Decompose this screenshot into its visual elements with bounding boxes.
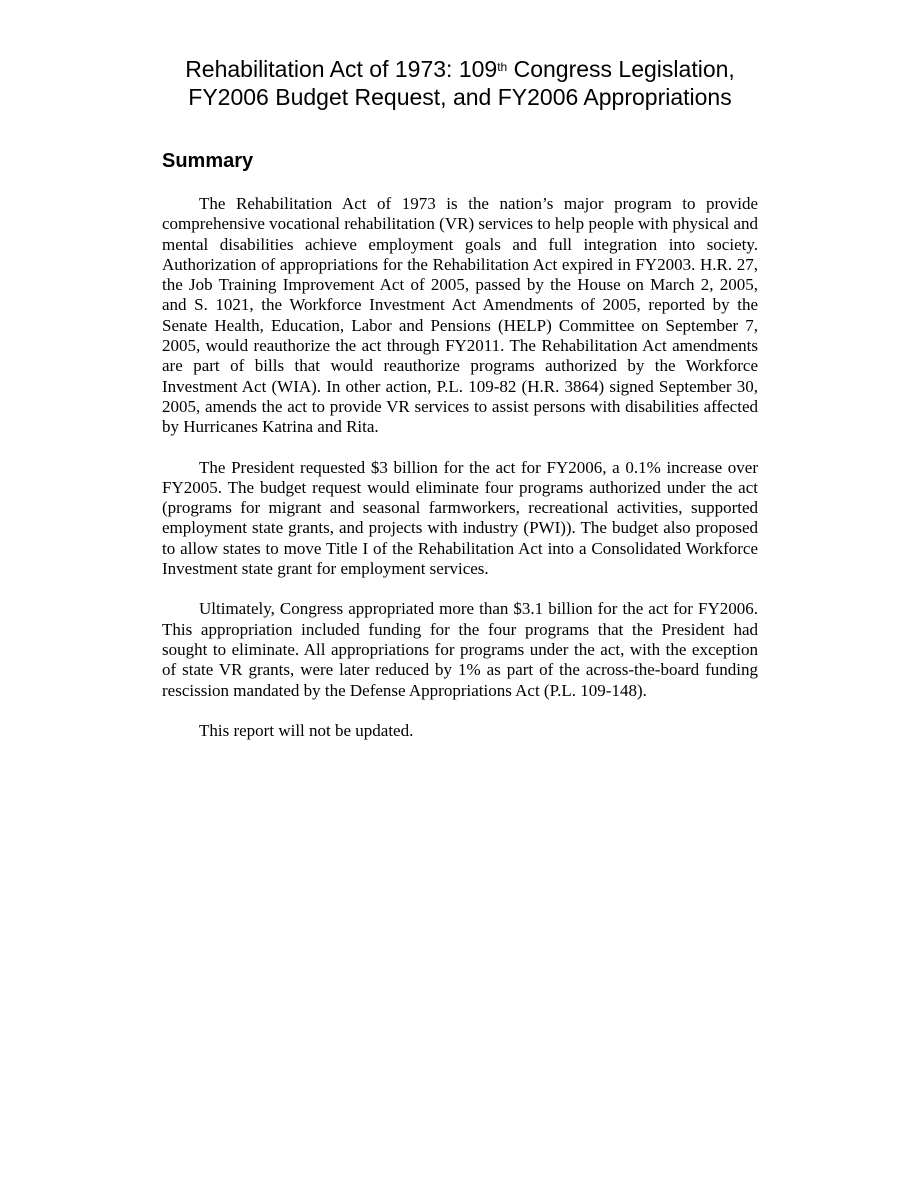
title-line-1-suffix: Congress Legislation, [507, 56, 735, 82]
summary-paragraph-3: Ultimately, Congress appropriated more than $3.1 billion for the act for FY2006. This appropriation included funding for the four programs that the President had sought to eliminate. All appropriations for programs under the act, with the exception of state VR grants, were later reduced by 1% as part of the across-the-board funding rescission mandated by the Defense Appropriations Act (P.L. 109-148). [162, 599, 758, 700]
summary-heading: Summary [162, 150, 254, 172]
title-line-1 [185, 56, 735, 82]
summary-paragraph-2: The President requested $3 billion for the act for FY2006, a 0.1% increase over FY2005. The budget request would eliminate four programs authorized under the act (programs for migrant and seasonal farmworkers, recreational activities, supported employment state grants, and projects with industry (PWI)). The budget also proposed to allow states to move Title I of the Rehabilitation Act into a Consolidated Workforce Investment state grant for employment services. [162, 457, 758, 579]
document-title [162, 55, 758, 111]
document-page [162, 0, 758, 741]
summary-paragraph-1: The Rehabilitation Act of 1973 is the nation’s major program to provide comprehensive vocational rehabilitation (VR) services to help people with physical and mental disabilities achieve employment goals and full integration into society. Authorization of appropriations for the Rehabilitation Act expired in FY2003. H.R. 27, the Job Training Improvement Act of 2005, passed by the House on March 2, 2005, and S. 1021, the Workforce Investment Act Amendments of 2005, reported by the Senate Health, Education, Labor and Pensions (HELP) Committee on September 7, 2005, would reauthorize the act through FY2011. The Rehabilitation Act amendments are part of bills that would reauthorize programs authorized by the Workforce Investment Act (WIA). In other action, P.L. 109-82 (H.R. 3864) signed September 30, 2005, amends the act to provide VR services to assist persons with disabilities affected by Hurricanes Katrina and Rita. [162, 194, 758, 437]
summary-paragraph-4: This report will not be updated. [199, 720, 414, 740]
title-line-1-prefix: Rehabilitation Act of 1973: 109 [185, 56, 498, 82]
title-line-2: FY2006 Budget Request, and FY2006 Appropriations [188, 84, 732, 110]
title-superscript: th [497, 60, 508, 74]
